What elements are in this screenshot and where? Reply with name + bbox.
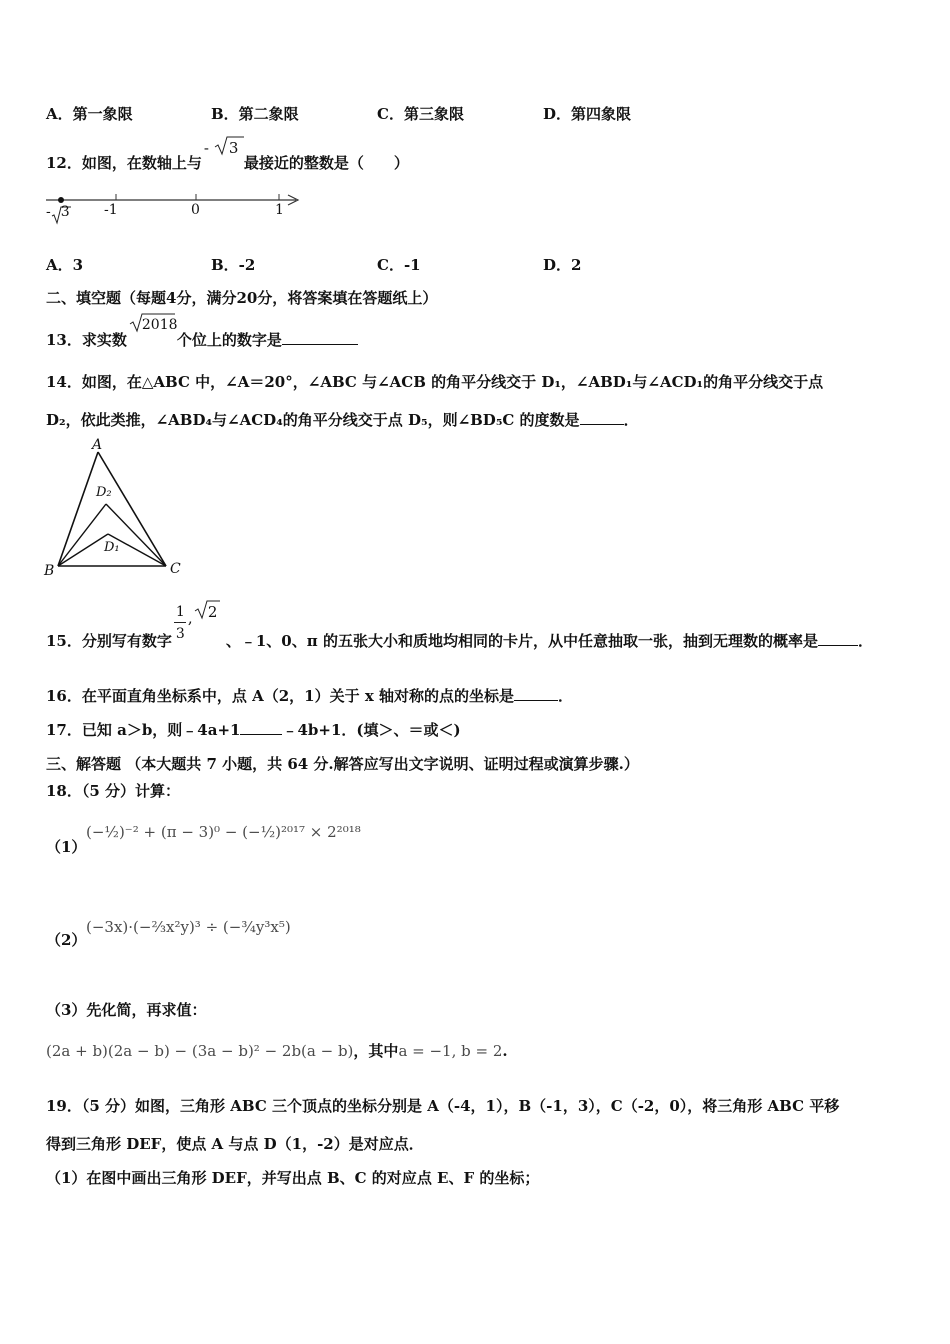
q13-radical-value: 2018 bbox=[141, 317, 178, 333]
section2-title: 二、填空题（每题4分，满分20分，将答案填在答题纸上） bbox=[46, 289, 438, 307]
q12-radical-value: 3 bbox=[228, 139, 239, 157]
frac-denominator: 3 bbox=[175, 626, 185, 642]
q12-stem-text-end: 最接近的整数是（ ） bbox=[243, 154, 409, 172]
q16-stem bbox=[46, 686, 573, 706]
number-line-figure bbox=[44, 190, 314, 230]
q13-radical bbox=[127, 317, 178, 345]
axis-label-neg-root3 bbox=[46, 204, 73, 220]
line-d2c bbox=[106, 504, 166, 566]
q11-option-b: B．第二象限 bbox=[211, 105, 299, 123]
q18-part3-end: . bbox=[502, 1042, 508, 1060]
q11-option-a: A．第一象限 bbox=[46, 105, 133, 123]
q18-title: 18．（5 分）计算： bbox=[46, 782, 181, 800]
q16-end: ． bbox=[558, 687, 574, 705]
frac-bar bbox=[174, 622, 186, 623]
q17-answer-blank[interactable] bbox=[240, 720, 282, 735]
q18-part3-mid: ，其中 bbox=[353, 1042, 399, 1060]
q19-line1: 19．（5 分）如图，三角形 ABC 三个顶点的坐标分别是 A（-4，1），B（-1，3），C（-2，0），将三角形 ABC 平移 bbox=[46, 1097, 840, 1115]
fig-label-c: C bbox=[170, 561, 181, 577]
q19-line2: 得到三角形 DEF，使点 A 与点 D（1，-2）是对应点． bbox=[46, 1135, 424, 1153]
q17-stem-text: 17．已知 a＞b，则﹣4a+1 bbox=[46, 721, 241, 739]
triangle-figure bbox=[48, 438, 198, 578]
q17-stem-text-end: ﹣4b+1．(填＞、＝或＜) bbox=[282, 721, 461, 739]
axis-label-neg1: -1 bbox=[104, 202, 118, 218]
q14-answer-blank[interactable] bbox=[580, 410, 624, 425]
q12-option-d: D．2 bbox=[543, 256, 582, 274]
fig-label-d1: D₁ bbox=[104, 540, 120, 555]
q13-stem-text-end: 个位上的数字是 bbox=[176, 331, 282, 349]
q15-radical-value: 2 bbox=[207, 603, 218, 621]
q15-comma: , bbox=[187, 609, 193, 627]
q12-stem-text: 12．如图，在数轴上与 bbox=[46, 154, 202, 172]
q18-part1-label: （1） bbox=[46, 838, 87, 856]
q18-part3-line bbox=[46, 1040, 508, 1061]
q12-option-b: B．-2 bbox=[211, 256, 256, 274]
q15-end: ． bbox=[857, 632, 873, 650]
line-bd2 bbox=[58, 504, 106, 566]
q15-stem-text: 15．分别写有数字 bbox=[46, 632, 172, 650]
q15-stem bbox=[46, 603, 873, 651]
q15-numbers bbox=[172, 603, 226, 646]
q12-radical bbox=[202, 139, 244, 168]
q11-option-d: D．第四象限 bbox=[543, 105, 632, 123]
line-bd1 bbox=[58, 534, 108, 566]
q18-part3-label: （3）先化简，再求值： bbox=[46, 1001, 207, 1019]
number-line-point bbox=[58, 197, 64, 203]
q15-answer-blank[interactable] bbox=[818, 631, 858, 646]
frac-numerator: 1 bbox=[175, 604, 185, 620]
q12-radical-neg: - bbox=[203, 139, 209, 157]
q12-stem bbox=[46, 139, 409, 173]
q14-line2 bbox=[46, 410, 639, 430]
section3-title: 三、解答题 （本大题共 7 小题，共 64 分.解答应写出文字说明、证明过程或演算步骤.） bbox=[46, 755, 639, 773]
q12-option-c: C．-1 bbox=[377, 256, 421, 274]
q17-stem bbox=[46, 720, 461, 740]
side-ab bbox=[58, 452, 98, 566]
q18-part3-expression: (2a + b)(2a − b) − (3a − b)² − 2b(a − b) bbox=[46, 1042, 354, 1060]
fig-label-a: A bbox=[92, 437, 103, 453]
axis-label-neg: - bbox=[46, 204, 51, 220]
q13-stem-text: 13．求实数 bbox=[46, 331, 127, 349]
axis-label-0: 0 bbox=[191, 202, 200, 218]
fig-label-d2: D₂ bbox=[96, 485, 112, 500]
q18-part2-expression: (−3x)·(−⅔x²y)³ ÷ (−¾y³x⁵) bbox=[86, 918, 291, 936]
q19-line3: （1）在图中画出三角形 DEF，并写出点 B、C 的对应点 E、F 的坐标； bbox=[46, 1169, 540, 1187]
q13-answer-blank[interactable] bbox=[282, 330, 358, 345]
axis-label-root-value: 3 bbox=[60, 204, 70, 220]
q16-answer-blank[interactable] bbox=[514, 686, 558, 701]
q11-option-c: C．第三象限 bbox=[377, 105, 464, 123]
q18-part2-label: （2） bbox=[46, 931, 87, 949]
q14-line2-end: ． bbox=[623, 411, 639, 429]
fig-label-b: B bbox=[44, 563, 55, 579]
q14-line2-text: D₂，依此类推，∠ABD₄与∠ACD₄的角平分线交于点 D₅，则∠BD₅C 的度数是 bbox=[46, 411, 580, 429]
q18-part3-condition: a = −1, b = 2 bbox=[398, 1042, 503, 1060]
q16-stem-text: 16．在平面直角坐标系中，点 A（2，1）关于 x 轴对称的点的坐标是 bbox=[46, 687, 514, 705]
axis-label-1: 1 bbox=[275, 202, 284, 218]
q12-option-a: A．3 bbox=[46, 256, 84, 274]
q14-line1: 14．如图，在△ABC 中，∠A＝20°，∠ABC 与∠ACB 的角平分线交于 D₁，∠ABD₁与∠ACD₁的角平分线交于点 bbox=[46, 373, 824, 391]
q13-stem bbox=[46, 317, 358, 350]
q15-stem-text-end: 、﹣1、0、π 的五张大小和质地均相同的卡片，从中任意抽取一张，抽到无理数的概率是 bbox=[225, 632, 818, 650]
q18-part1-expression: (−½)⁻² + (π − 3)⁰ − (−½)²⁰¹⁷ × 2²⁰¹⁸ bbox=[86, 823, 361, 841]
